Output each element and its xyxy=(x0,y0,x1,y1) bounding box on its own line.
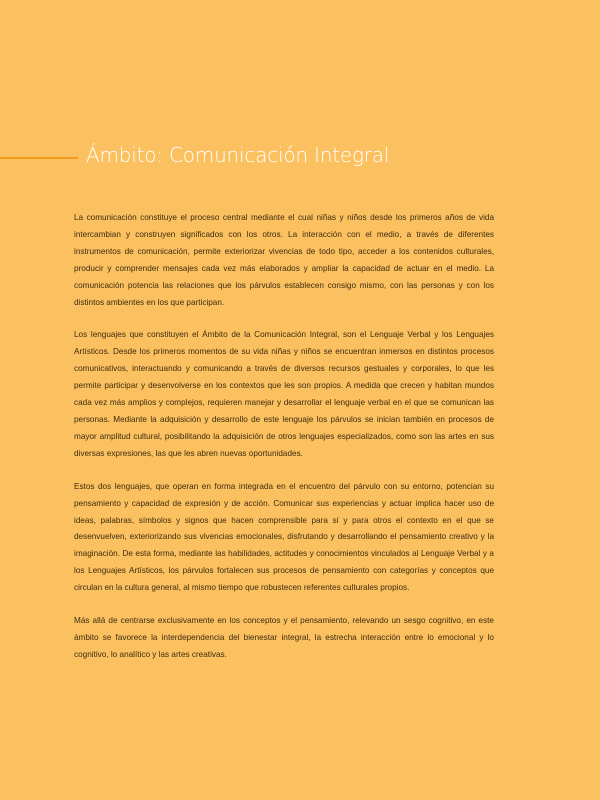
paragraph: Más allá de centrarse exclusivamente en los conceptos y el pensamiento, relevando un sesgo cognitivo, en este ámbito se favorece la interdependencia del bienestar integral, la estrecha interacción entre lo emocional y lo cognitivo, lo analítico y las artes creativas. xyxy=(74,616,494,659)
paragraph: Estos dos lenguajes, que operan en forma integrada en el encuentro del párvulo con su entorno, potencian su pensamiento y capacidad de expresión y de acción. Comunicar sus experiencias y actuar implica hacer uso de ideas, palabras, símbolos y signos que hacen comprensible para sí y para otros el contexto en el que se desenvuelven, exteriorizando sus vivencias emocionales, disfrutando y desarrollando el pensamiento creativo y la imaginación. De esta forma, mediante las habilidades, actitudes y conocimientos vinculados al Lenguaje Verbal y a los Lenguajes Artísticos, los párvulos fortalecen sus procesos de pensamiento con categorías y conceptos que circulan en la cultura general, al mismo tiempo que robustecen referentes culturales propios. xyxy=(74,481,494,593)
body-text xyxy=(74,210,494,680)
paragraph: Los lenguajes que constituyen el Ámbito de la Comunicación Integral, son el Lenguaje Verbal y los Lenguajes Artísticos. Desde los primeros momentos de su vida niñas y niños se encuentran inmersos en distintos procesos comunicativos, interactuando y comunicando a través de diversos recursos gestuales y corporales, lo que les permite participar y desenvolverse en los contextos que les son propios. A medida que crecen y habitan mundos cada vez más amplios y complejos, requieren manejar y desarrollar el lenguaje verbal en el que se comunican las personas. Mediante la adquisición y desarrollo de este lenguaje los párvulos se inician también en procesos de mayor amplitud cultural, posibilitando la adquisición de otros lenguajes especializados, como son las artes en sus diversas expresiones, las que les abren nuevas oportunidades. xyxy=(74,330,494,458)
paragraph: La comunicación constituye el proceso central mediante el cual niñas y niños desde los primeros años de vida intercambian y construyen significados con los otros. La interacción con el medio, a través de diferentes instrumentos de comunicación, permite exteriorizar vivencias de todo tipo, acceder a los contenidos culturales, producir y comprender mensajes cada vez más elaborados y ampliar la capacidad de actuar en el medio. La comunicación potencia las relaciones que los párvulos establecen consigo mismo, con las personas y con los distintos ambientes en los que participan. xyxy=(74,213,494,307)
section-title: Ámbito: Comunicación Integral xyxy=(86,143,390,167)
title-accent-line xyxy=(0,157,78,159)
